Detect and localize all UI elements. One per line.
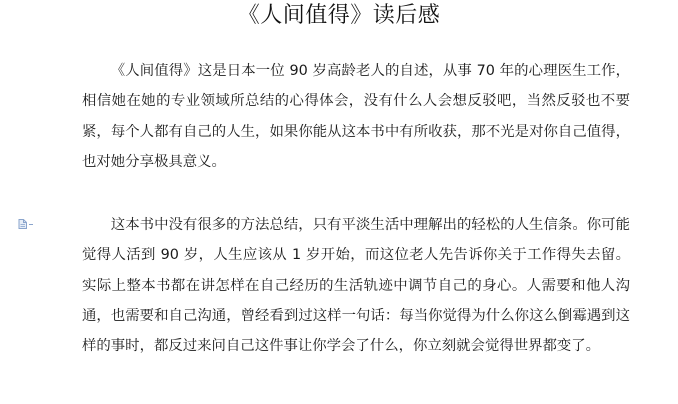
document-marker-icon [18, 219, 27, 229]
document-title: 《人间值得》读后感 [237, 3, 441, 28]
paragraph-2[interactable]: 这本书中没有很多的方法总结，只有平淡生活中理解出的轻松的人生信条。你可能觉得人活到 90 岁，人生应该从 1 岁开始，而这位老人先告诉你关于工作得失去留。实际上整本书都在讲怎样在自己经历的生活轨迹中调节自己的身心。人需要和他人沟通，也需要和自己沟通，曾经看到过这样一句话：每当你觉得为什么你这么倒霉遇到这样的事时，都反过来问自己这件事让你学会了什么，你立刻就会觉得世界都变了。 [82, 217, 630, 355]
paragraph-1[interactable]: 《人间值得》这是日本一位 90 岁高龄老人的自述，从事 70 年的心理医生工作，相信她在她的专业领域所总结的心得体会，没有什么人会想反驳吧，当然反驳也不要紧，每个人都有自己的人生，如果你能从这本书中有所收获，那不光是对你自己值得，也对她分享极具意义。 [82, 63, 630, 170]
marker-dash [29, 224, 33, 225]
paragraph-marker[interactable] [18, 219, 33, 229]
